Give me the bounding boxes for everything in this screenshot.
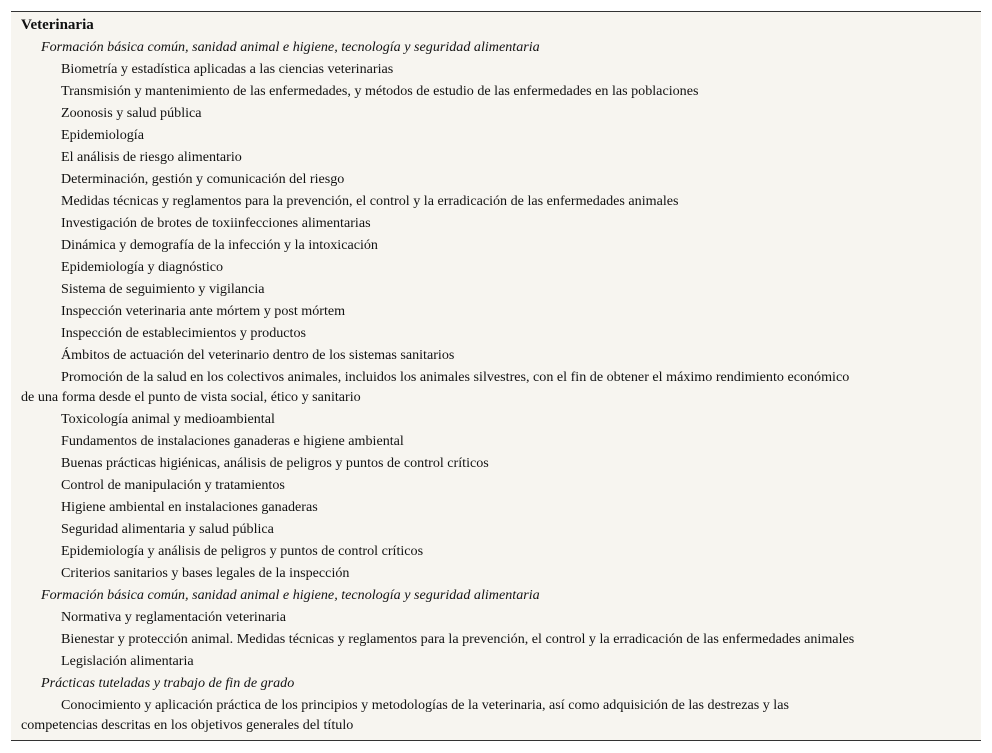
list-item: Promoción de la salud en los colectivos animales, incluidos los animales silvestres, con el fin de obtener el máximo rendimiento económico — [61, 369, 850, 385]
section-heading: Formación básica común, sanidad animal e higiene, tecnología y seguridad alimentaria — [41, 587, 540, 603]
list-item: Legislación alimentaria — [61, 653, 194, 669]
list-item: Dinámica y demografía de la infección y la intoxicación — [61, 237, 378, 253]
list-item: Inspección de establecimientos y productos — [61, 325, 307, 341]
list-item: Buenas prácticas higiénicas, análisis de peligros y puntos de control críticos — [61, 455, 489, 471]
list-item: El análisis de riesgo alimentario — [61, 149, 242, 165]
list-item: Epidemiología y diagnóstico — [61, 259, 224, 275]
section-heading: Prácticas tuteladas y trabajo de fin de grado — [41, 675, 295, 691]
list-item: Bienestar y protección animal. Medidas técnicas y reglamentos para la prevención, el control y la erradicación de las enfermedades animales — [61, 631, 855, 647]
list-item: Determinación, gestión y comunicación del riesgo — [61, 171, 345, 187]
list-item: Seguridad alimentaria y salud pública — [61, 521, 274, 537]
list-item: Transmisión y mantenimiento de las enfermedades, y métodos de estudio de las enfermedades en las poblaciones — [61, 83, 699, 99]
page-title: Veterinaria — [21, 17, 94, 33]
list-item: Inspección veterinaria ante mórtem y post mórtem — [61, 303, 346, 319]
list-item: Conocimiento y aplicación práctica de los principios y metodologías de la veterinaria, así como adquisición de las destrezas y las — [61, 697, 789, 713]
list-item: Epidemiología y análisis de peligros y puntos de control críticos — [61, 543, 424, 559]
list-item: Ámbitos de actuación del veterinario dentro de los sistemas sanitarios — [61, 347, 455, 363]
section-heading: Formación básica común, sanidad animal e higiene, tecnología y seguridad alimentaria — [41, 39, 540, 55]
list-item: Medidas técnicas y reglamentos para la prevención, el control y la erradicación de las enfermedades animales — [61, 193, 679, 209]
curriculum-panel — [11, 11, 981, 741]
list-item: Higiene ambiental en instalaciones ganaderas — [61, 499, 318, 515]
list-item: Normativa y reglamentación veterinaria — [61, 609, 287, 625]
list-item-continuation: competencias descritas en los objetivos generales del título — [21, 717, 354, 733]
list-item: Control de manipulación y tratamientos — [61, 477, 285, 493]
list-item-continuation: de una forma desde el punto de vista social, ético y sanitario — [21, 389, 361, 405]
list-item: Investigación de brotes de toxiinfecciones alimentarias — [61, 215, 371, 231]
list-item: Epidemiología — [61, 127, 144, 143]
list-item: Toxicología animal y medioambiental — [61, 411, 275, 427]
list-item: Zoonosis y salud pública — [61, 105, 202, 121]
list-item: Biometría y estadística aplicadas a las ciencias veterinarias — [61, 61, 394, 77]
list-item: Fundamentos de instalaciones ganaderas e higiene ambiental — [61, 433, 404, 449]
list-item: Sistema de seguimiento y vigilancia — [61, 281, 265, 297]
list-item: Criterios sanitarios y bases legales de la inspección — [61, 565, 350, 581]
